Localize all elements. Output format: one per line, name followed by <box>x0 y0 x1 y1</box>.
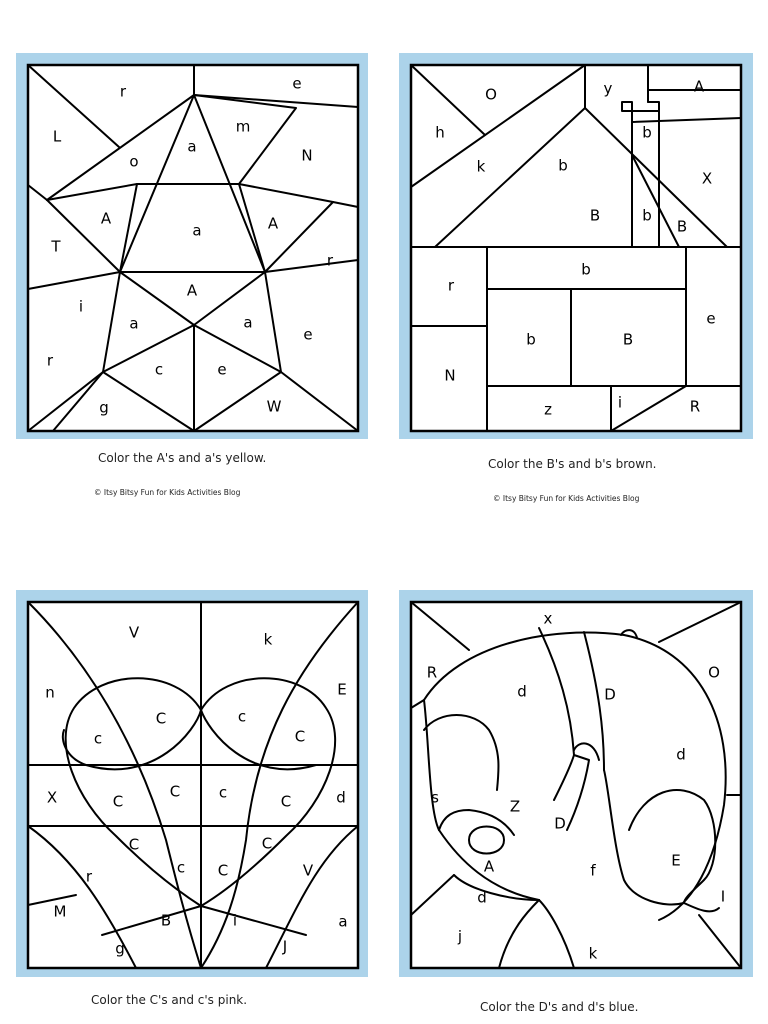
worksheet-a-credit: © Itsy Bitsy Fun for Kids Activities Blog <box>94 488 241 497</box>
letter: g <box>115 939 125 958</box>
letter: r <box>326 251 334 270</box>
letter: C <box>155 709 167 728</box>
letter: o <box>129 152 139 171</box>
letter: V <box>302 861 314 880</box>
letter: C <box>169 782 181 801</box>
letter: b <box>526 330 536 349</box>
worksheet-b-credit: © Itsy Bitsy Fun for Kids Activities Blog <box>493 494 640 503</box>
letter: C <box>217 861 229 880</box>
letter: g <box>99 398 109 417</box>
letter: k <box>263 630 273 649</box>
letter: X <box>701 169 713 188</box>
letter: k <box>588 944 598 963</box>
letter: c <box>154 360 164 379</box>
worksheet-d-caption: Color the D's and d's blue. <box>480 1000 639 1014</box>
letter: B <box>676 217 688 236</box>
worksheet-b-caption: Color the B's and b's brown. <box>488 457 657 471</box>
worksheet-c-drawing <box>16 590 368 977</box>
letter: h <box>435 123 445 142</box>
letter: j <box>457 927 463 946</box>
letter: R <box>689 397 701 416</box>
letter: C <box>128 835 140 854</box>
letter: O <box>485 85 497 104</box>
letter: r <box>119 82 127 101</box>
letter: a <box>243 313 253 332</box>
letter: A <box>483 857 495 876</box>
letter: y <box>603 79 613 98</box>
worksheet-a-drawing <box>16 53 368 439</box>
letter: b <box>581 260 591 279</box>
letter: a <box>338 912 348 931</box>
letter: d <box>336 788 346 807</box>
worksheet-a-panel <box>16 53 368 439</box>
letter: a <box>192 221 202 240</box>
letter: N <box>301 146 313 165</box>
worksheet-c-panel <box>16 590 368 977</box>
letter: O <box>708 663 720 682</box>
letter: W <box>266 397 282 416</box>
letter: b <box>642 123 652 142</box>
letter: k <box>476 157 486 176</box>
letter: A <box>100 209 112 228</box>
letter: i <box>617 393 623 412</box>
letter: e <box>303 325 313 344</box>
letter: e <box>292 74 302 93</box>
letter: d <box>676 745 686 764</box>
letter: r <box>447 276 455 295</box>
letter: C <box>294 727 306 746</box>
letter: L <box>52 127 62 146</box>
worksheet-d-frame <box>411 602 741 968</box>
letter: c <box>176 858 186 877</box>
letter: f <box>590 861 596 880</box>
letter: r <box>85 867 93 886</box>
letter: e <box>217 360 227 379</box>
letter: a <box>187 137 197 156</box>
letter: c <box>237 707 247 726</box>
letter: A <box>693 77 705 96</box>
letter: E <box>337 680 347 699</box>
worksheet-d-drawing <box>399 590 753 977</box>
letter: X <box>46 788 58 807</box>
letter: x <box>543 609 553 628</box>
letter: J <box>282 937 288 956</box>
letter: e <box>706 309 716 328</box>
letter: D <box>604 685 616 704</box>
letter: r <box>46 351 54 370</box>
letter: T <box>51 237 61 256</box>
letter: z <box>544 400 552 419</box>
letter: c <box>218 783 228 802</box>
letter: B <box>622 330 634 349</box>
letter: i <box>232 911 238 930</box>
letter: B <box>160 911 172 930</box>
letter: M <box>53 902 67 921</box>
letter: Z <box>509 797 521 816</box>
letter: C <box>261 834 273 853</box>
letter: m <box>235 117 251 136</box>
letter: a <box>129 314 139 333</box>
letter: I <box>720 887 726 906</box>
letter: i <box>78 297 84 316</box>
worksheet-a-caption: Color the A's and a's yellow. <box>98 451 267 465</box>
letter: c <box>93 729 103 748</box>
letter: N <box>444 366 456 385</box>
letter: b <box>558 156 568 175</box>
letter: b <box>642 206 652 225</box>
letter: C <box>112 792 124 811</box>
letter: B <box>589 206 601 225</box>
letter: V <box>128 623 140 642</box>
worksheet-b-drawing <box>399 53 753 439</box>
letter: D <box>554 814 566 833</box>
worksheet-b-panel <box>399 53 753 439</box>
letter: n <box>45 683 55 702</box>
letter: d <box>477 888 487 907</box>
letter: A <box>267 214 279 233</box>
letter: E <box>671 851 681 870</box>
letter: s <box>431 788 439 807</box>
letter: A <box>186 281 198 300</box>
worksheet-d-panel <box>399 590 753 977</box>
letter: R <box>426 663 438 682</box>
letter: d <box>517 682 527 701</box>
worksheet-c-caption: Color the C's and c's pink. <box>91 993 248 1007</box>
letter: C <box>280 792 292 811</box>
